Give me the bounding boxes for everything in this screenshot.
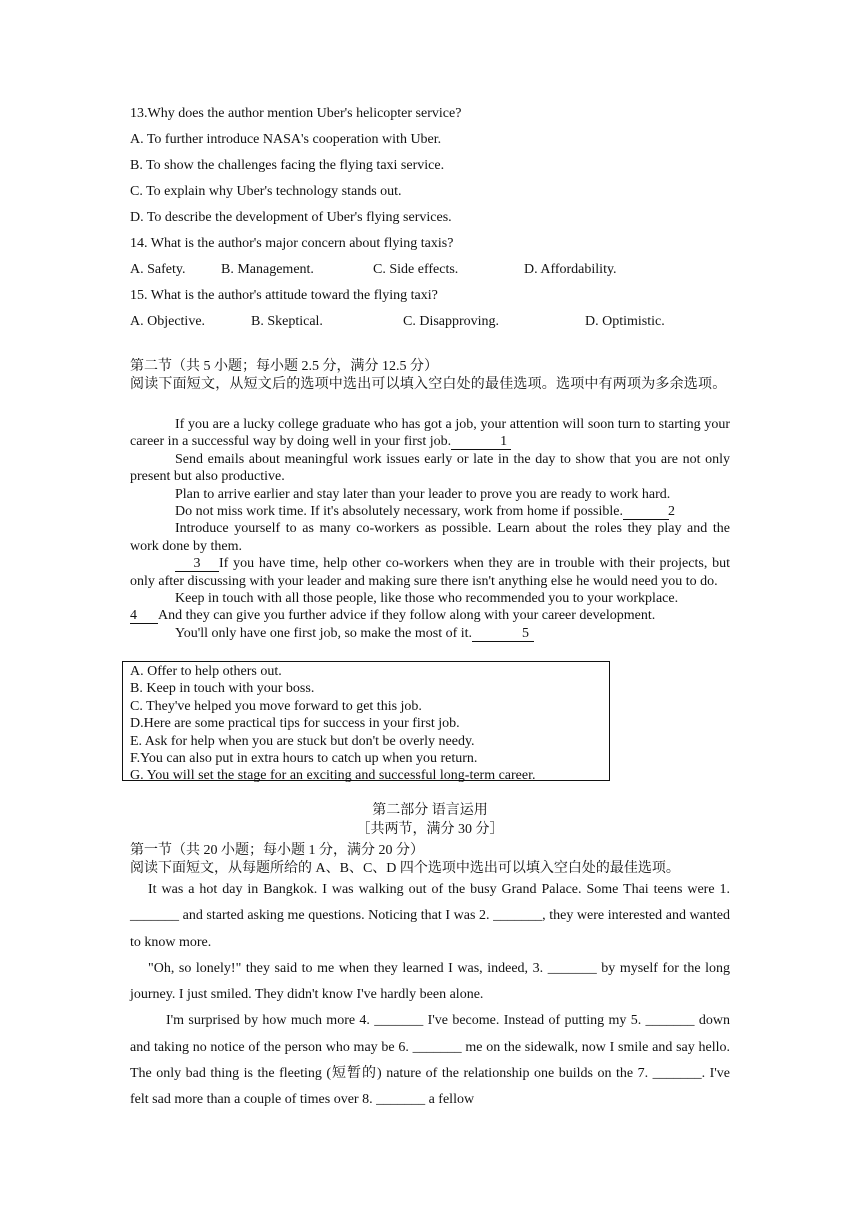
passage-text: You'll only have one first job, so make the most of it. bbox=[175, 625, 473, 641]
options-box bbox=[122, 661, 610, 784]
blank-5: 5 bbox=[472, 626, 534, 642]
blank-3: 3 bbox=[175, 556, 219, 572]
passage2-paragraph: "Oh, so lonely!" they said to me when they learned I was, indeed, 3. _______ by myself for the long journey. I just smiled. They didn't know I've hardly been alone. bbox=[130, 960, 730, 1003]
section2-passage bbox=[130, 416, 730, 642]
passage-paragraph bbox=[130, 555, 730, 590]
passage-paragraph bbox=[130, 503, 730, 520]
passage-text: And they can give you further advice if they follow along with your career development. bbox=[158, 608, 656, 624]
option-g: G. You will set the stage for an exciting and successful long-term career. bbox=[130, 768, 536, 784]
passage-paragraph bbox=[130, 625, 730, 642]
option-e: E. Ask for help when you are stuck but don't be overly needy. bbox=[130, 733, 475, 749]
passage-text: If you have time, help other co-workers when they are in trouble with their projects, but only after discussing with your leader and making sure there isn't anything else he would need you to do. bbox=[130, 556, 730, 589]
q15-option-a: A. Objective. bbox=[130, 314, 206, 329]
option-a: A. Offer to help others out. bbox=[130, 664, 282, 679]
blank-1: 1 bbox=[451, 434, 511, 450]
option-f: F.You can also put in extra hours to catch up when you return. bbox=[130, 751, 478, 767]
passage-paragraph bbox=[130, 590, 730, 607]
passage-paragraph bbox=[130, 416, 730, 451]
section2-heading: 第二节（共 5 小题；每小题 2.5 分，满分 12.5 分） bbox=[130, 359, 438, 374]
q13-option-a: A. To further introduce NASA's cooperation with Uber. bbox=[130, 132, 442, 147]
q14-option-a: A. Safety. bbox=[130, 262, 186, 277]
passage-text: If you are a lucky college graduate who has got a job, your attention will soon turn to starting your career in a successful way by doing well in your first job. bbox=[130, 417, 730, 450]
passage-paragraph: Introduce yourself to as many co-workers as possible. Learn about the roles they play and the work done by them. bbox=[130, 521, 730, 554]
q15-option-d: D. Optimistic. bbox=[585, 314, 665, 329]
q14-option-b: B. Management. bbox=[221, 262, 314, 277]
q14-option-c: C. Side effects. bbox=[373, 262, 459, 277]
passage2-paragraph: It was a hot day in Bangkok. I was walking out of the busy Grand Palace. Some Thai teens were 1. _______ and started asking me questions. Noticing that I was 2. _______, they were interested and wanted to know more. bbox=[130, 882, 730, 950]
passage-text: Do not miss work time. If it's absolutely necessary, work from home if possible. bbox=[175, 504, 623, 520]
passage-paragraph: Plan to arrive earlier and stay later than your leader to prove you are ready to work hard. bbox=[175, 486, 671, 502]
passage-paragraph: Send emails about meaningful work issues early or late in the day to show that you are not only present but also productive. bbox=[130, 451, 730, 485]
q13-option-b: B. To show the challenges facing the flying taxi service. bbox=[130, 158, 445, 173]
option-c: C. They've helped you move forward to get this job. bbox=[130, 698, 422, 714]
q14-option-d: D. Affordability. bbox=[524, 262, 617, 277]
passage-text: Keep in touch with all those people, like those who recommended you to your workplace. bbox=[175, 591, 679, 607]
q15-stem: 15. What is the author's attitude toward the flying taxi? bbox=[130, 288, 438, 303]
q13-option-d: D. To describe the development of Uber's flying services. bbox=[130, 210, 452, 225]
q15-option-b: B. Skeptical. bbox=[251, 314, 323, 329]
part2-heading: 第一节（共 20 小题；每小题 1 分，满分 20 分） bbox=[130, 843, 424, 858]
section2-instruction: 阅读下面短文，从短文后的选项中选出可以填入空白处的最佳选项。选项中有两项为多余选项。 bbox=[130, 377, 727, 392]
q13-stem: 13.Why does the author mention Uber's helicopter service? bbox=[130, 106, 462, 121]
q14-stem: 14. What is the author's major concern about flying taxis? bbox=[130, 236, 454, 251]
q13-option-c: C. To explain why Uber's technology stands out. bbox=[130, 184, 402, 199]
passage-paragraph bbox=[130, 607, 730, 624]
part2-subtitle: ［共两节，满分 30 分］ bbox=[356, 822, 504, 837]
option-b: B. Keep in touch with your boss. bbox=[130, 681, 315, 697]
part2-instruction: 阅读下面短文，从每题所给的 A、B、C、D 四个选项中选出可以填入空白处的最佳选项。 bbox=[130, 861, 680, 876]
part2-title: 第二部分 语言运用 bbox=[372, 803, 488, 818]
q15-option-c: C. Disapproving. bbox=[403, 314, 500, 329]
blank-2: 2 bbox=[623, 504, 669, 520]
part2-passage bbox=[130, 877, 730, 1114]
option-d: D.Here are some practical tips for success in your first job. bbox=[130, 716, 460, 732]
blank-4: 4 bbox=[130, 608, 158, 624]
passage2-paragraph: I'm surprised by how much more 4. _______ I've become. Instead of putting my 5. _______ down and taking no notice of the person who may be 6. _______ me on the sidewalk, now I smile and say hello. The only bad thing is the fleeting (短暂的) nature of the relationship one builds on the 7. _______. I've felt sad more than a couple of times over 8. _______ a fellow bbox=[130, 1013, 730, 1108]
